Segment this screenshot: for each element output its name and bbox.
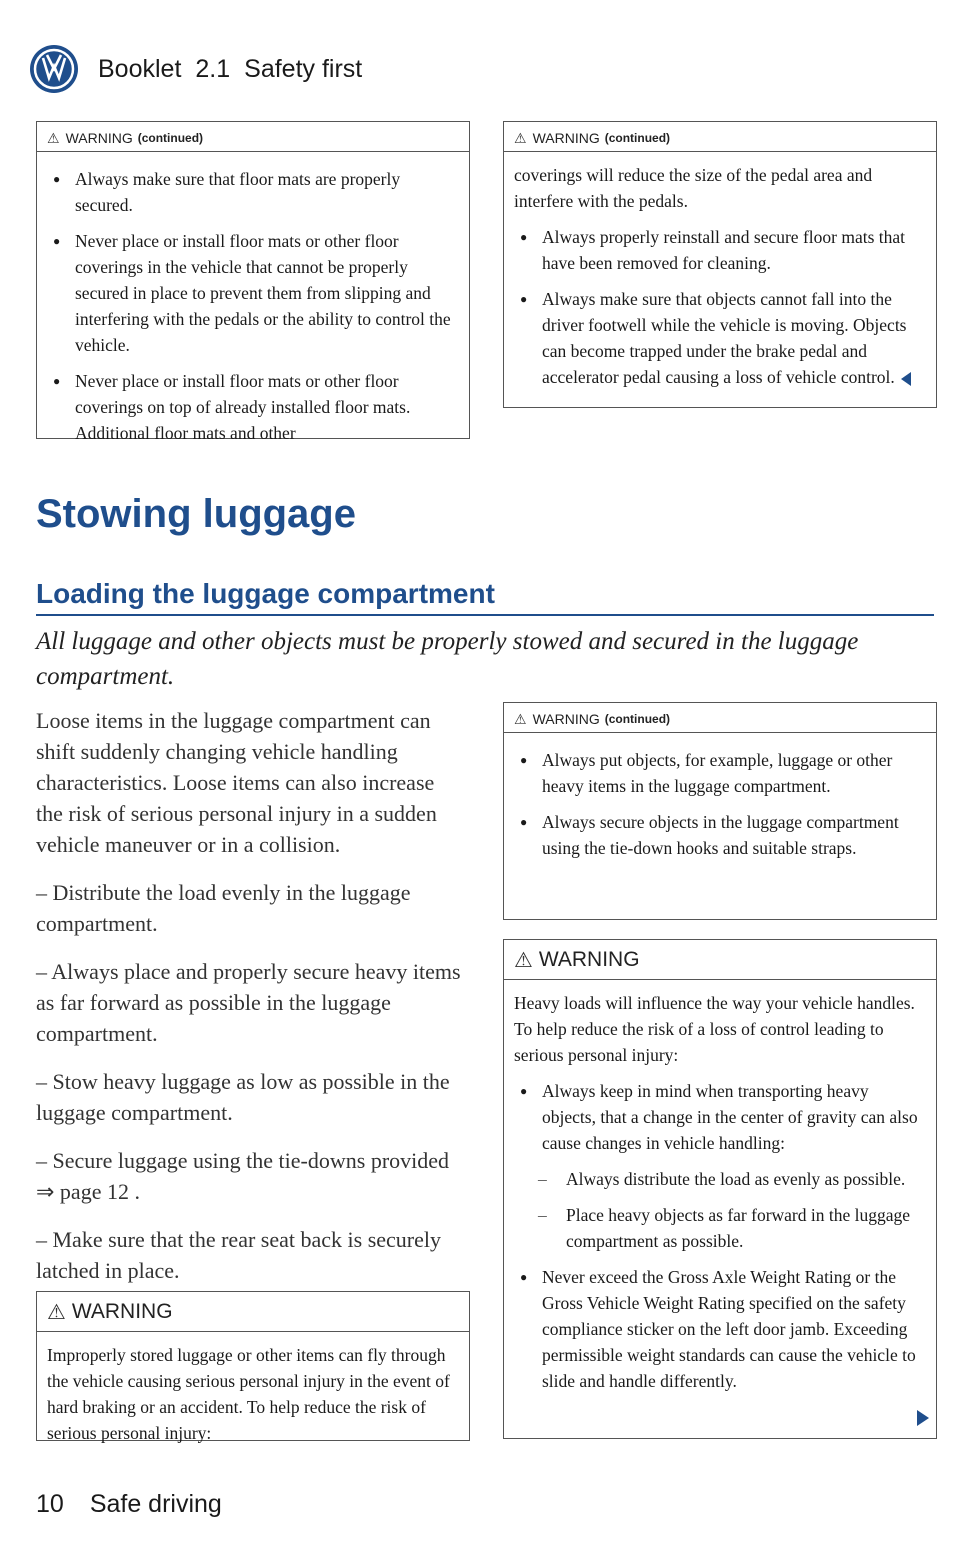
warning-box-pedal-area [503,121,937,408]
step-item: – Secure luggage using the tie-downs provided ⇒ page 12 . [36,1148,450,1204]
bullet-item: ● Always secure objects in the luggage compartment using the tie-down hooks and suitable straps. [514,809,926,861]
sub-item: – Always distribute the load as evenly as possible. [514,1166,926,1192]
header-booklet: Booklet [98,54,182,83]
page-footer [36,1490,222,1519]
warning-text: coverings will reduce the size of the pedal area and interfere with the pedals. [514,165,873,211]
continued-label: (continued) [604,712,671,726]
bullet-item: ● Always properly reinstall and secure floor mats that have been removed for cleaning. [514,224,926,276]
bullet-item: ● Never place or install floor mats or other floor coverings in the vehicle that cannot be properly secured in place to prevent them from slipping and interfering with the pedals or the ability to control the vehicle. [47,228,459,358]
warning-box-floor-mats [36,121,470,443]
warning-header [37,122,469,152]
warning-triangle-icon: ⚠ [514,130,527,146]
continued-arrow-icon [917,1410,929,1426]
bullet-item: ● Never place or install floor mats or other floor coverings on top of already installed floor mats. Additional floor mats and other [47,368,459,446]
warning-triangle-icon: ⚠ [47,1301,66,1324]
warning-header [37,1292,469,1332]
heading-rule [36,614,934,616]
page-header [30,42,376,96]
warning-box-heavy-loads [503,939,937,1439]
warning-box-secure-objects [503,702,937,920]
warning-text: Improperly stored luggage or other items can fly through the vehicle causing serious personal injury in the event of hard braking or an accident. To help reduce the risk of serious personal injury: [47,1345,450,1443]
warning-triangle-icon: ⚠ [514,711,527,727]
header-title: Safety first [244,54,363,83]
end-of-warning-icon [901,372,911,386]
step-item: – Stow heavy luggage as low as possible in the luggage compartment. [36,1069,450,1125]
warning-body [504,733,936,877]
warning-body [37,1332,469,1462]
bullet-item: ● Always put objects, for example, luggage or other heavy items in the luggage compartment. [514,747,926,799]
step-item: – Make sure that the rear seat back is securely latched in place. [36,1227,441,1283]
chapter-title: Safe driving [89,1490,222,1518]
step-item: – Distribute the load evenly in the luggage compartment. [36,880,411,936]
header-number: 2.1 [195,54,231,83]
continued-label: (continued) [604,131,671,145]
warning-header [504,703,936,733]
warning-label: WARNING [532,711,600,727]
warning-triangle-icon: ⚠ [514,949,533,972]
vw-logo-icon [30,45,78,93]
bullet-item: ● Always make sure that objects cannot fall into the driver footwell while the vehicle is moving. Objects can become trapped under the brake pedal and accelerator pedal causing a loss of vehicle control. [514,286,926,390]
body-text [36,705,466,1303]
warning-header [504,122,936,152]
warning-text: Heavy loads will influence the way your vehicle handles. To help reduce the risk of a loss of control leading to serious personal injury: [514,993,915,1065]
page-number: 10 [36,1490,64,1518]
continued-label: (continued) [137,131,204,145]
warning-body [504,152,936,406]
warning-label: WARNING [71,1300,173,1323]
bullet-item: ● Never exceed the Gross Axle Weight Rating or the Gross Vehicle Weight Rating specified on the safety compliance sticker on the left door jamb. Exceeding permissible weight standards can cause the vehicle to slide and handle differently. [514,1264,926,1394]
section-heading: Stowing luggage [36,492,356,536]
body-paragraph: Loose items in the luggage compartment can shift suddenly changing vehicle handling characteristics. Loose items can also increase the risk of serious personal injury in a sudden vehicle maneuver or in a collision. [36,708,437,857]
section-intro: All luggage and other objects must be properly stowed and secured in the luggage compartment. [36,628,859,690]
header-text [98,55,376,84]
warning-body [504,980,936,1410]
warning-body [37,152,469,462]
subsection-heading: Loading the luggage compartment [36,578,495,609]
warning-triangle-icon: ⚠ [47,130,60,146]
warning-box-stored-luggage [36,1291,470,1441]
warning-label: WARNING [65,130,133,146]
bullet-item: ● Always keep in mind when transporting heavy objects, that a change in the center of gravity can also cause changes in vehicle handling: [514,1078,926,1156]
warning-label: WARNING [538,948,640,971]
step-item: – Always place and properly secure heavy items as far forward as possible in the luggage compartment. [36,959,461,1046]
sub-item: – Place heavy objects as far forward in the luggage compartment as possible. [514,1202,926,1254]
warning-header [504,940,936,980]
bullet-item: ● Always make sure that floor mats are properly secured. [47,166,459,218]
warning-label: WARNING [532,130,600,146]
